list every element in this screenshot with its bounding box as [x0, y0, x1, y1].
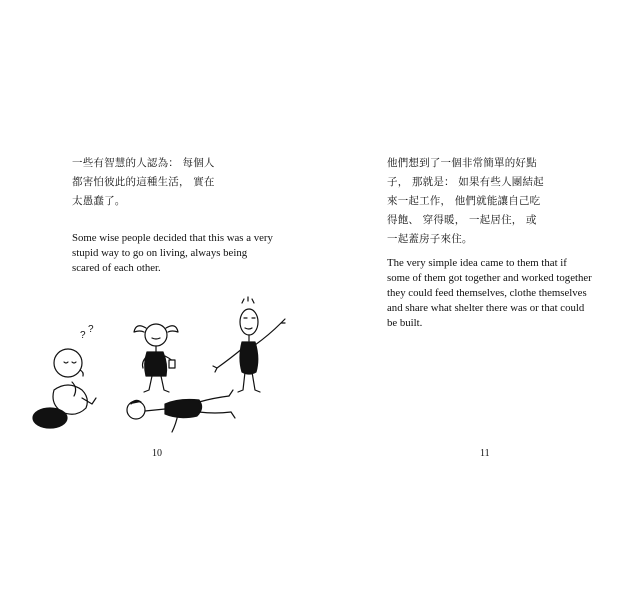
chinese-line: 子， 那就是： 如果有些人團結起: [387, 176, 544, 188]
pointing-figure: [213, 297, 285, 392]
english-line: be built.: [387, 317, 423, 329]
lying-figure: [127, 390, 235, 432]
right-page: [320, 0, 640, 595]
question-mark: ?: [80, 330, 86, 341]
english-line: The very simple idea came to them that if: [387, 257, 567, 269]
chinese-line: 得飽、 穿得暖， 一起居住， 或: [387, 214, 537, 226]
page-number-left: 10: [152, 448, 162, 459]
page-number-right: 11: [480, 448, 490, 459]
sitting-figure: [53, 349, 96, 414]
english-line: some of them got together and worked together: [387, 272, 592, 284]
english-line: stupid way to go on living, always being: [72, 247, 248, 259]
stick-figures-illustration: [28, 290, 298, 440]
english-line: they could feed themselves, clothe themselves: [387, 287, 587, 299]
chinese-line: 一起蓋房子來住。: [387, 233, 473, 245]
chinese-line: 來一起工作， 他們就能讓自己吃: [387, 195, 541, 207]
right-english-text: [387, 256, 592, 331]
left-english-text: [72, 231, 273, 276]
black-blob: [33, 408, 67, 428]
chinese-line: 一些有智慧的人認為： 每個人: [72, 157, 215, 169]
english-line: scared of each other.: [72, 262, 161, 274]
right-chinese-text: [387, 154, 544, 249]
chinese-line: 都害怕彼此的這種生活， 實在: [72, 176, 215, 188]
english-line: Some wise people decided that this was a very: [72, 232, 273, 244]
question-mark: ?: [88, 324, 94, 335]
english-line: and share what shelter there was or that could: [387, 302, 585, 314]
pigtail-figure: [134, 324, 178, 392]
chinese-line: 他們想到了一個非常簡單的好點: [387, 157, 537, 169]
left-chinese-text: [72, 154, 215, 211]
chinese-line: 太愚蠢了。: [72, 195, 126, 207]
